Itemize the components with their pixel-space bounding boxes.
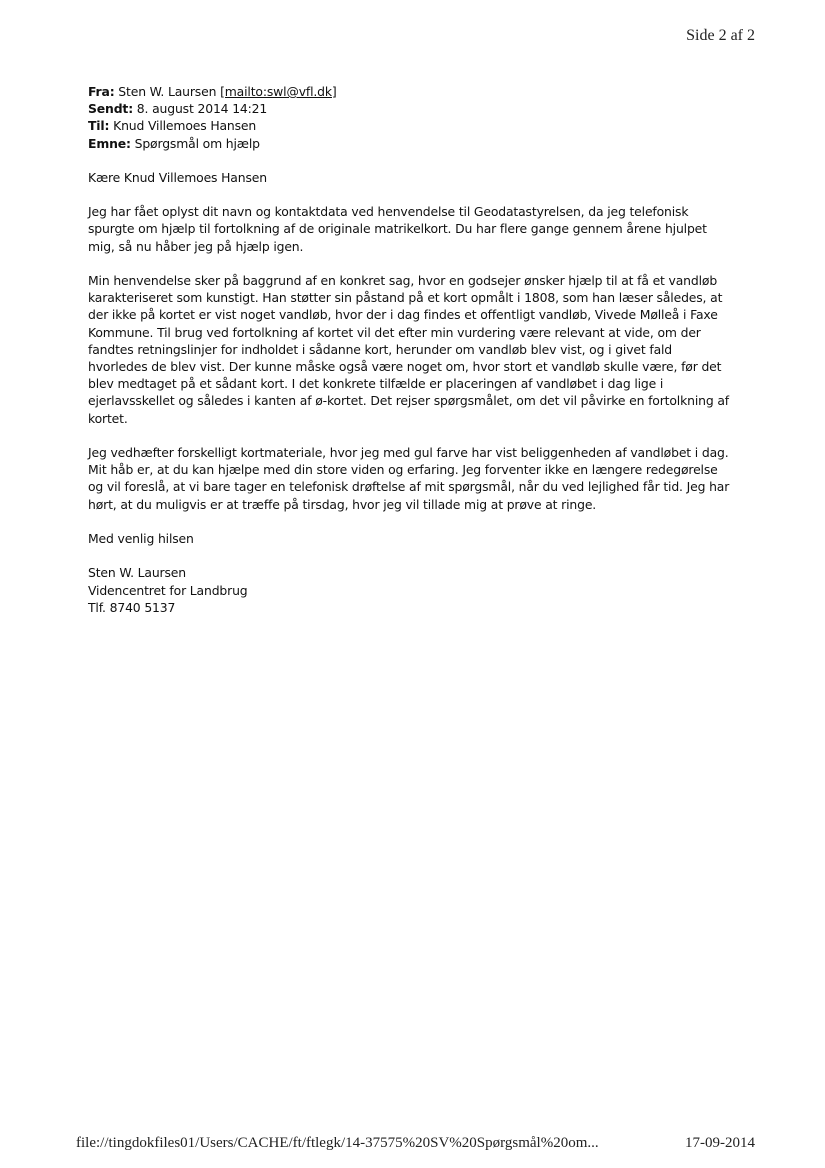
paragraph-case: Min henvendelse sker på baggrund af en konkret sag, hvor en godsejer ønsker hjælp til at få et vandløb karakteriseret som kunstigt. Han støtter sin påstand på et kort opmålt i 1808, som han læser således, at der ikke på kortet er vist noget vandløb, hvor der i dag findes et offentligt vandløb, Vivede Mølleå i Faxe Kommune. Til brug ved fortolkning af kortet vil det efter min vurdering være relevant at vide, om der fandtes retningslinjer for indholdet i sådanne kort, herunder om vandløb blev vist, og i givet fald hvorledes de blev vist. Der kunne måske også være noget om, hvor stort et vandløb skulle være, før det blev medtaget på et sådant kort. I det konkrete tilfælde er placeringen af vandløbet i dag lige i ejerlavsskellet og således i kanten af ø-kortet. Det rejser spørgsmålet, om det vil påvirke en fortolkning af kortet. [88,273,729,426]
page-number-header: Side 2 af 2 [686,27,755,44]
signature-organization: Videncentret for Landbrug [88,582,248,598]
paragraph-intro: Jeg har fået oplyst dit navn og kontaktdata ved henvendelse til Geodatastyrelsen, da jeg telefonisk spurgte om hjælp til fortolkning af de originale matrikelkort. Du har flere gange gennem årene hjulpet mig, så nu håber jeg på hjælp igen. [88,204,707,254]
sent-label: Sendt: [88,101,133,117]
from-mailto-link[interactable]: [mailto:swl@vfl.dk] [220,84,337,99]
subject-label: Emne: [88,135,131,151]
email-header [88,83,748,152]
to-row [88,117,748,134]
signature-phone: Tlf. 8740 5137 [88,599,176,615]
from-name: Sten W. Laursen [118,84,217,99]
from-row [88,83,748,100]
subject-row [88,135,748,152]
footer-file-path: file://tingdokfiles01/Users/CACHE/ft/ftlegk/14-37575%20SV%20Spørgsmål%20om... [76,1135,599,1151]
sent-row [88,100,748,117]
closing: Med venlig hilsen [88,531,194,547]
salutation: Kære Knud Villemoes Hansen [88,169,267,185]
email-body [88,83,748,616]
subject-value: Spørgsmål om hjælp [134,135,260,151]
from-label: Fra: [88,84,115,99]
sent-value: 8. august 2014 14:21 [136,101,268,117]
to-label: Til: [88,118,110,134]
to-value: Knud Villemoes Hansen [113,118,257,134]
signature [88,564,748,616]
footer-date: 17-09-2014 [685,1135,755,1151]
signature-name: Sten W. Laursen [88,565,186,581]
paragraph-attachment: Jeg vedhæfter forskelligt kortmateriale, hvor jeg med gul farve har vist beliggenheden af vandløbet i dag. Mit håb er, at du kan hjælpe med din store viden og erfaring. Jeg forventer ikke en længere redegørelse og vil foreslå, at vi bare tager en telefonisk drøftelse af mit spørgsmål, når du ved lejlighed får tid. Jeg har hørt, at du muligvis er at træffe på tirsdag, hvor jeg vil tillade mig at prøve at ringe. [88,445,730,512]
